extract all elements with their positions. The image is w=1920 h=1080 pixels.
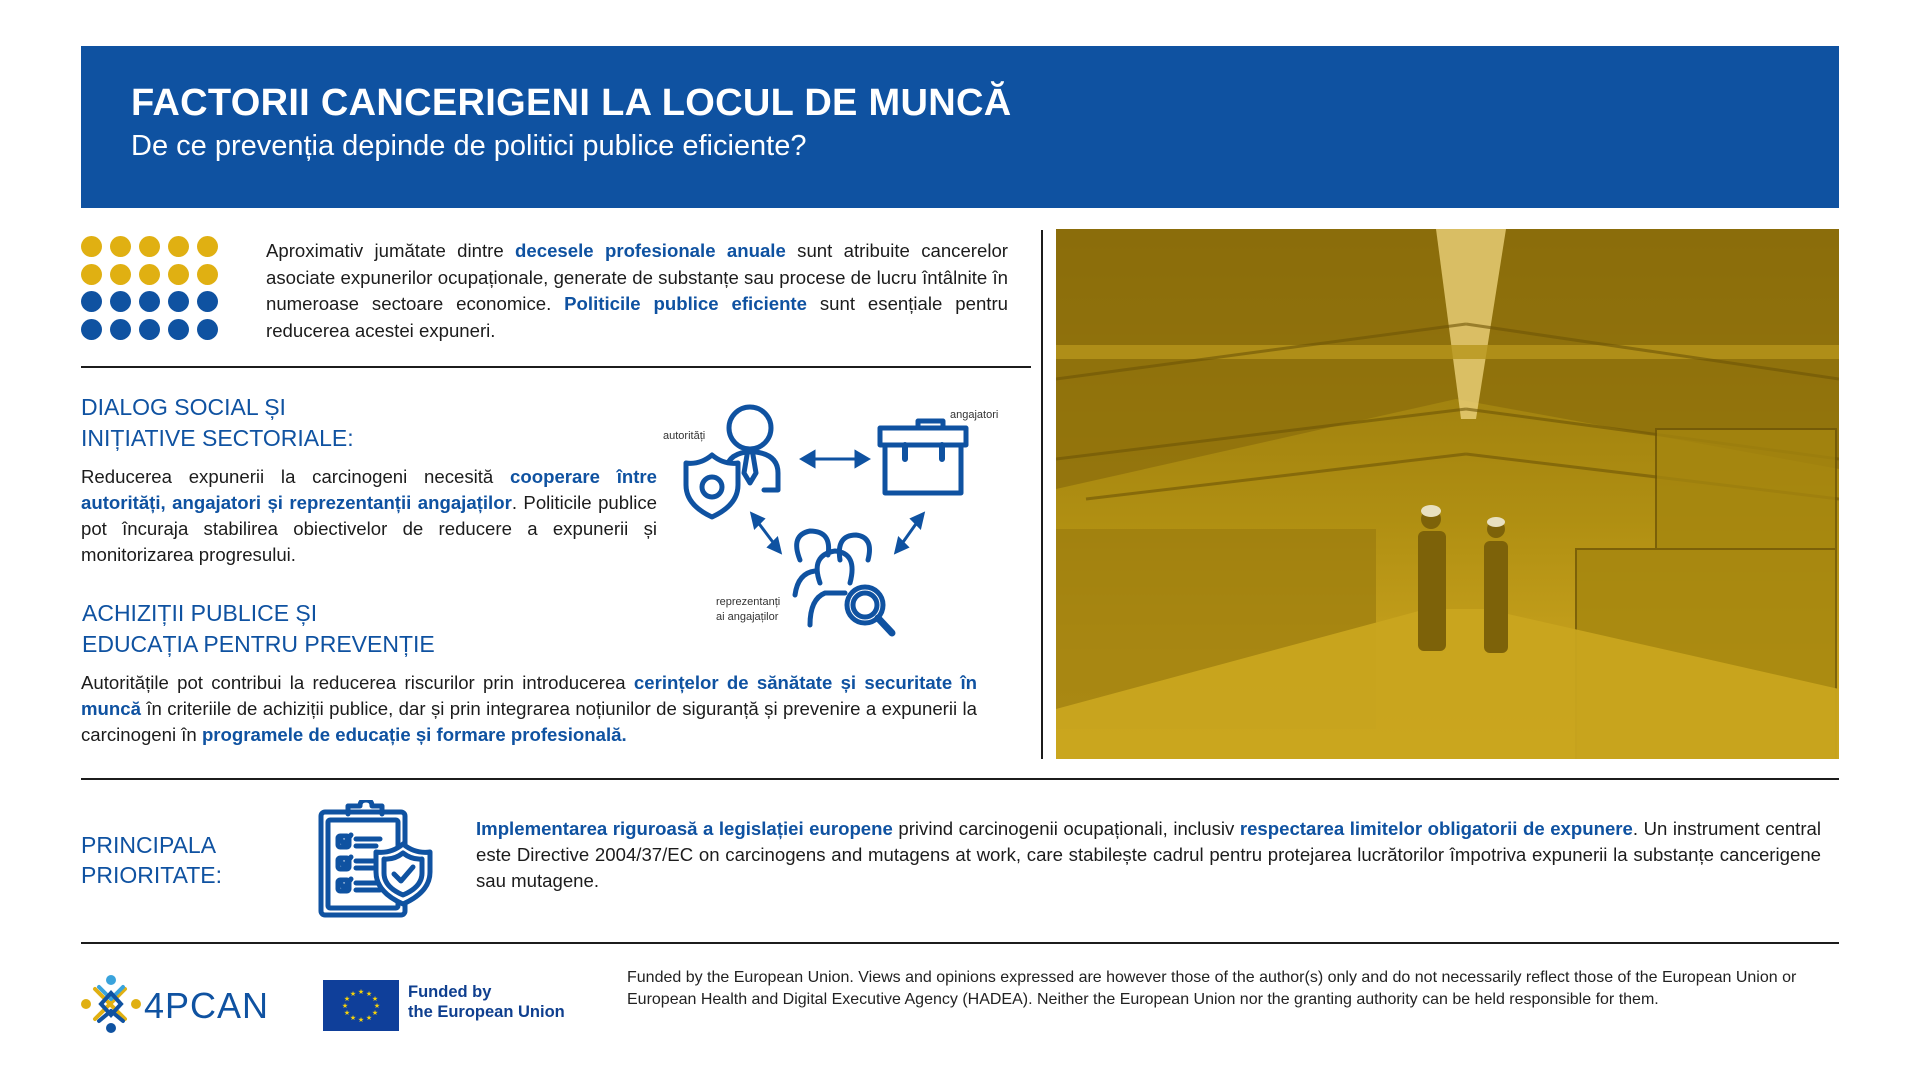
svg-text:★: ★ [365,1015,373,1022]
yellow-dot [110,264,131,285]
label-reps-2: ai angajaților [716,611,779,623]
blue-dot [81,319,102,340]
yellow-dot [139,264,160,285]
section-heading-dialog: DIALOG SOCIAL ȘI INIȚIATIVE SECTORIALE: [81,394,354,451]
divider-intro [81,366,1031,368]
page-title: FACTORII CANCERIGENI LA LOCUL DE MUNCĂ [131,82,1012,124]
label-employers: angajatori [950,409,999,421]
blue-dot [197,291,218,312]
blue-dot [110,319,131,340]
blue-dot [139,319,160,340]
stakeholder-diagram-svg [660,395,1010,640]
vertical-divider [1041,230,1043,759]
yellow-dot [197,236,218,257]
svg-text:★: ★ [357,989,365,996]
4pcan-logo-text: 4PCAN [144,985,270,1026]
page-subtitle: De ce prevenția depinde de politici publice eficiente? [131,130,807,162]
dots-statistic-graphic [81,236,221,340]
priority-heading: PRINCIPALA PRIORITATE: [81,832,222,888]
label-reps-1: reprezentanți [716,596,781,608]
svg-text:★: ★ [343,1010,351,1017]
yellow-dot [81,264,102,285]
svg-text:★: ★ [371,996,379,1003]
shield-icon [686,455,738,517]
blue-dot [139,291,160,312]
procurement-paragraph: Autoritățile pot contribui la reducerea riscurilor prin introducerea cerințelor de sănătate și securitate în muncă în criteriile de achiziții publice, dar și prin integrarea noțiunilor de siguranță și prevenire a expunerii la carcinogeni în programele de educație și formare profesională. [81,672,977,745]
header-banner [81,46,1839,208]
blue-dot [168,319,189,340]
yellow-dot [110,236,131,257]
stakeholder-diagram [660,395,1010,640]
svg-text:★: ★ [371,1010,379,1017]
svg-text:★: ★ [373,1003,381,1010]
yellow-dot [168,236,189,257]
warehouse-illustration [1056,229,1839,759]
clipboard-checklist-icon [318,800,434,918]
eu-flag-icon [323,980,399,1031]
intro-paragraph: Aproximativ jumătate dintre decesele profesionale anuale sunt atribuite cancerelor asociate expunerilor ocupaționale, generate de substanțe sau procese de lucru întâlnite în numeroase sectoare economice. Politicile publice eficiente sunt esențiale pentru reducerea acestei expuneri. [266,240,1009,341]
label-authorities: autorități [663,430,706,442]
4pcan-logo-icon [95,987,125,1021]
svg-text:★: ★ [349,991,357,998]
divider-priority [81,778,1839,780]
yellow-dot [168,264,189,285]
svg-text:★: ★ [365,991,373,998]
blue-dot [197,319,218,340]
svg-text:★: ★ [343,996,351,1003]
section-heading-procurement: ACHIZIȚII PUBLICE ȘI EDUCAȚIA PENTRU PREVENȚIE [82,600,435,657]
svg-text:★: ★ [357,1017,365,1024]
divider-footer [81,942,1839,944]
priority-paragraph: Implementarea riguroasă a legislației europene privind carcinogenii ocupaționali, inclusiv respectarea limitelor obligatorii de expunere. Un instrument central este Directive 2004/37/EC on carcinogens and mutagens at work, care stabilește cadrul pentru protejarea lucrătorilor împotriva expunerii la substanțe cancerigene sau mutagene. [476,818,1822,891]
eu-disclaimer: Funded by the European Union. Views and opinions expressed are however those of the author(s) only and do not necessarily reflect those of the European Union or European Health and Digital Executive Agency (HADEA). Neither the European Union nor the granting authority can be held responsible for them. [627,969,1797,1008]
4pcan-logo [81,975,281,1033]
warehouse-workers-photo [1056,229,1839,759]
funded-by-eu-label: Funded by the European Union [408,983,565,1021]
yellow-dot [197,264,218,285]
dialog-paragraph: Reducerea expunerii la carcinogeni necesită cooperare între autorități, angajatori și reprezentanții angajaților. Politicile publice pot încuraja stabilirea obiectivelor de reducere a expunerii și monitorizarea progresului. [81,466,657,565]
svg-text:★: ★ [341,1003,349,1010]
yellow-dot [81,236,102,257]
briefcase-icon [880,421,966,493]
blue-dot [81,291,102,312]
svg-text:★: ★ [349,1015,357,1022]
employee-representatives-icon [795,531,892,633]
blue-dot [168,291,189,312]
yellow-dot [139,236,160,257]
blue-dot [110,291,131,312]
